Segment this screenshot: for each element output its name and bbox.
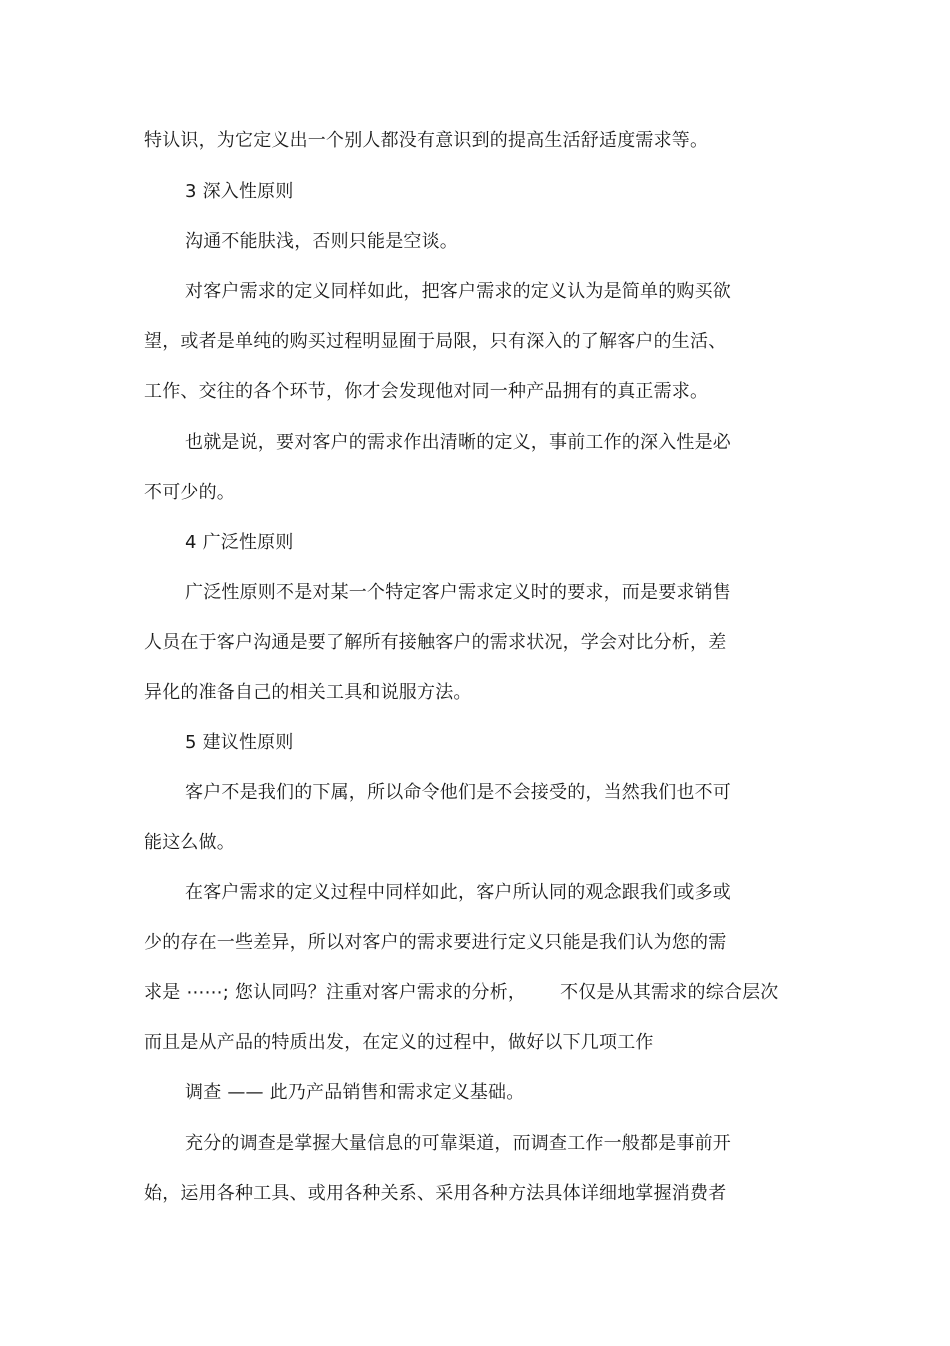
section-heading: 4 广泛性原则 bbox=[185, 532, 294, 553]
text-line: 在客户需求的定义过程中同样如此，客户所认同的观念跟我们或多或 bbox=[185, 882, 731, 903]
text-line: 不可少的。 bbox=[144, 482, 235, 503]
text-segment: 求是 ⋯⋯; 您认同吗？注重对客户需求的分析， bbox=[144, 982, 527, 1003]
text-line: 广泛性原则不是对某一个特定客户需求定义时的要求，而是要求销售 bbox=[185, 582, 731, 603]
text-line: 工作、交往的各个环节，你才会发现他对同一种产品拥有的真正需求。 bbox=[144, 381, 709, 402]
section-heading: 5 建议性原则 bbox=[185, 732, 294, 753]
text-line: 少的存在一些差异，所以对客户的需求要进行定义只能是我们认为您的需 bbox=[144, 932, 727, 953]
text-line: 特认识，为它定义出一个别人都没有意识到的提高生活舒适度需求等。 bbox=[144, 130, 709, 151]
text-line: 沟通不能肤浅，否则只能是空谈。 bbox=[185, 231, 458, 252]
text-line: 调查 —— 此乃产品销售和需求定义基础。 bbox=[185, 1082, 525, 1103]
text-line: 客户不是我们的下属，所以命令他们是不会接受的，当然我们也不可 bbox=[185, 782, 731, 803]
text-line: 也就是说，要对客户的需求作出清晰的定义，事前工作的深入性是必 bbox=[185, 432, 731, 453]
text-line: 能这么做。 bbox=[144, 832, 235, 853]
text-segment: 不仅是从其需求的综合层次 bbox=[560, 982, 779, 1003]
text-line bbox=[144, 981, 779, 1005]
section-heading: 3 深入性原则 bbox=[185, 181, 294, 202]
text-line: 对客户需求的定义同样如此，把客户需求的定义认为是简单的购买欲 bbox=[185, 281, 731, 302]
text-line: 异化的准备自己的相关工具和说服方法。 bbox=[144, 682, 472, 703]
text-line: 人员在于客户沟通是要了解所有接触客户的需求状况，学会对比分析，差 bbox=[144, 632, 727, 653]
text-line: 始，运用各种工具、或用各种关系、采用各种方法具体详细地掌握消费者 bbox=[144, 1183, 727, 1204]
text-line: 望，或者是单纯的购买过程明显囿于局限，只有深入的了解客户的生活、 bbox=[144, 331, 727, 352]
text-line: 充分的调查是掌握大量信息的可靠渠道，而调查工作一般都是事前开 bbox=[185, 1133, 731, 1154]
text-line: 而且是从产品的特质出发，在定义的过程中，做好以下几项工作 bbox=[144, 1032, 654, 1053]
